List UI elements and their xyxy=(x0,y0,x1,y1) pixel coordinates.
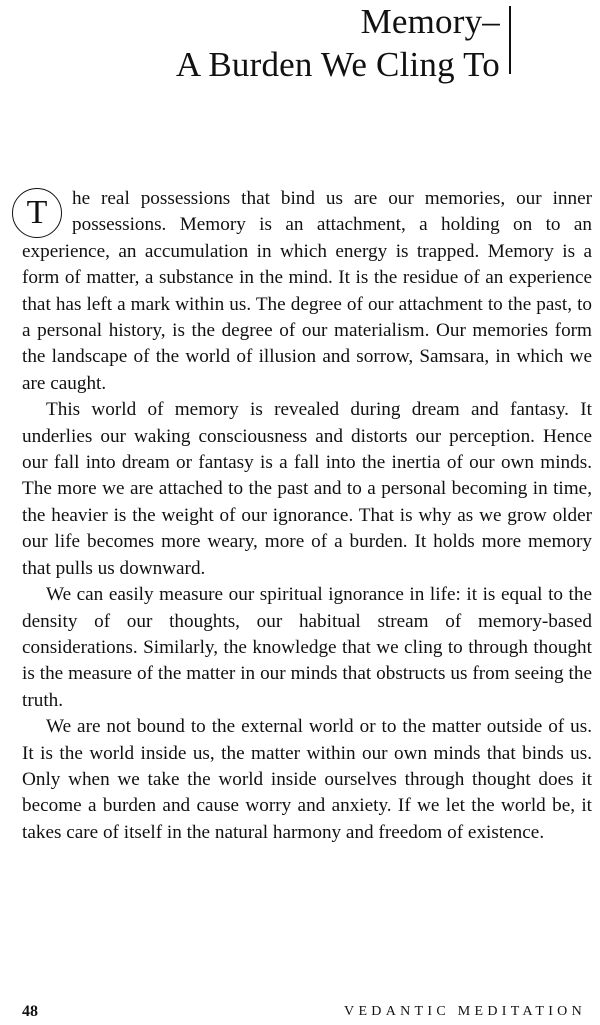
paragraph-2: This world of memory is revealed during dream and fantasy. It underlies our waking consciousness and distorts our perception. Hence our fall into dream or fantasy is a fall into the inertia of our own minds. The more we are attached to the past and to a personal becoming in time, the heavier is the weight of our ignorance. That is why as we grow older our life becomes more weary, more of a burden. It holds more memory that pulls us downward. xyxy=(22,399,592,579)
paragraph-1 xyxy=(22,186,592,397)
paragraph-3: We can easily measure our spiritual ignorance in life: it is equal to the density of our thoughts, our habitual stream of memory-based considerations. Similarly, the knowledge that we cling to through thought is the measure of the matter in our minds that obstructs us from seeing the truth. xyxy=(22,584,592,711)
paragraph-4: We are not bound to the external world or to the matter outside of us. It is the world inside us, the matter within our own minds that binds us. Only when we take the world inside ourselves through thought does it become a burden and cause worry and anxiety. If we let the world be, it takes care of itself in the natural harmony and freedom of existence. xyxy=(22,716,592,843)
circled-drop-cap: T xyxy=(12,188,62,238)
page-number: 48 xyxy=(22,1003,38,1020)
chapter-title-line-2: A Burden We Cling To xyxy=(175,45,500,84)
chapter-title-line-1: Memory– xyxy=(360,2,500,41)
paragraph-1-text: he real possessions that bind us are our memories, our inner possessions. Memory is an attachment, a holding on to an experience, an accumulation in which energy is trapped. Memory is a form of matter, a substance in the mind. It is the residue of an experience that has left a mark within us. The degree of our attachment to the past, to a personal history, is the degree of our materialism. Our memories form the landscape of the world of illusion and sorrow, Samsara, in which we are caught. xyxy=(22,188,592,394)
running-footer-title: VEDANTIC MEDITATION xyxy=(344,1004,586,1019)
chapter-body xyxy=(22,186,592,846)
title-vertical-rule xyxy=(509,6,511,74)
chapter-title xyxy=(30,0,500,86)
